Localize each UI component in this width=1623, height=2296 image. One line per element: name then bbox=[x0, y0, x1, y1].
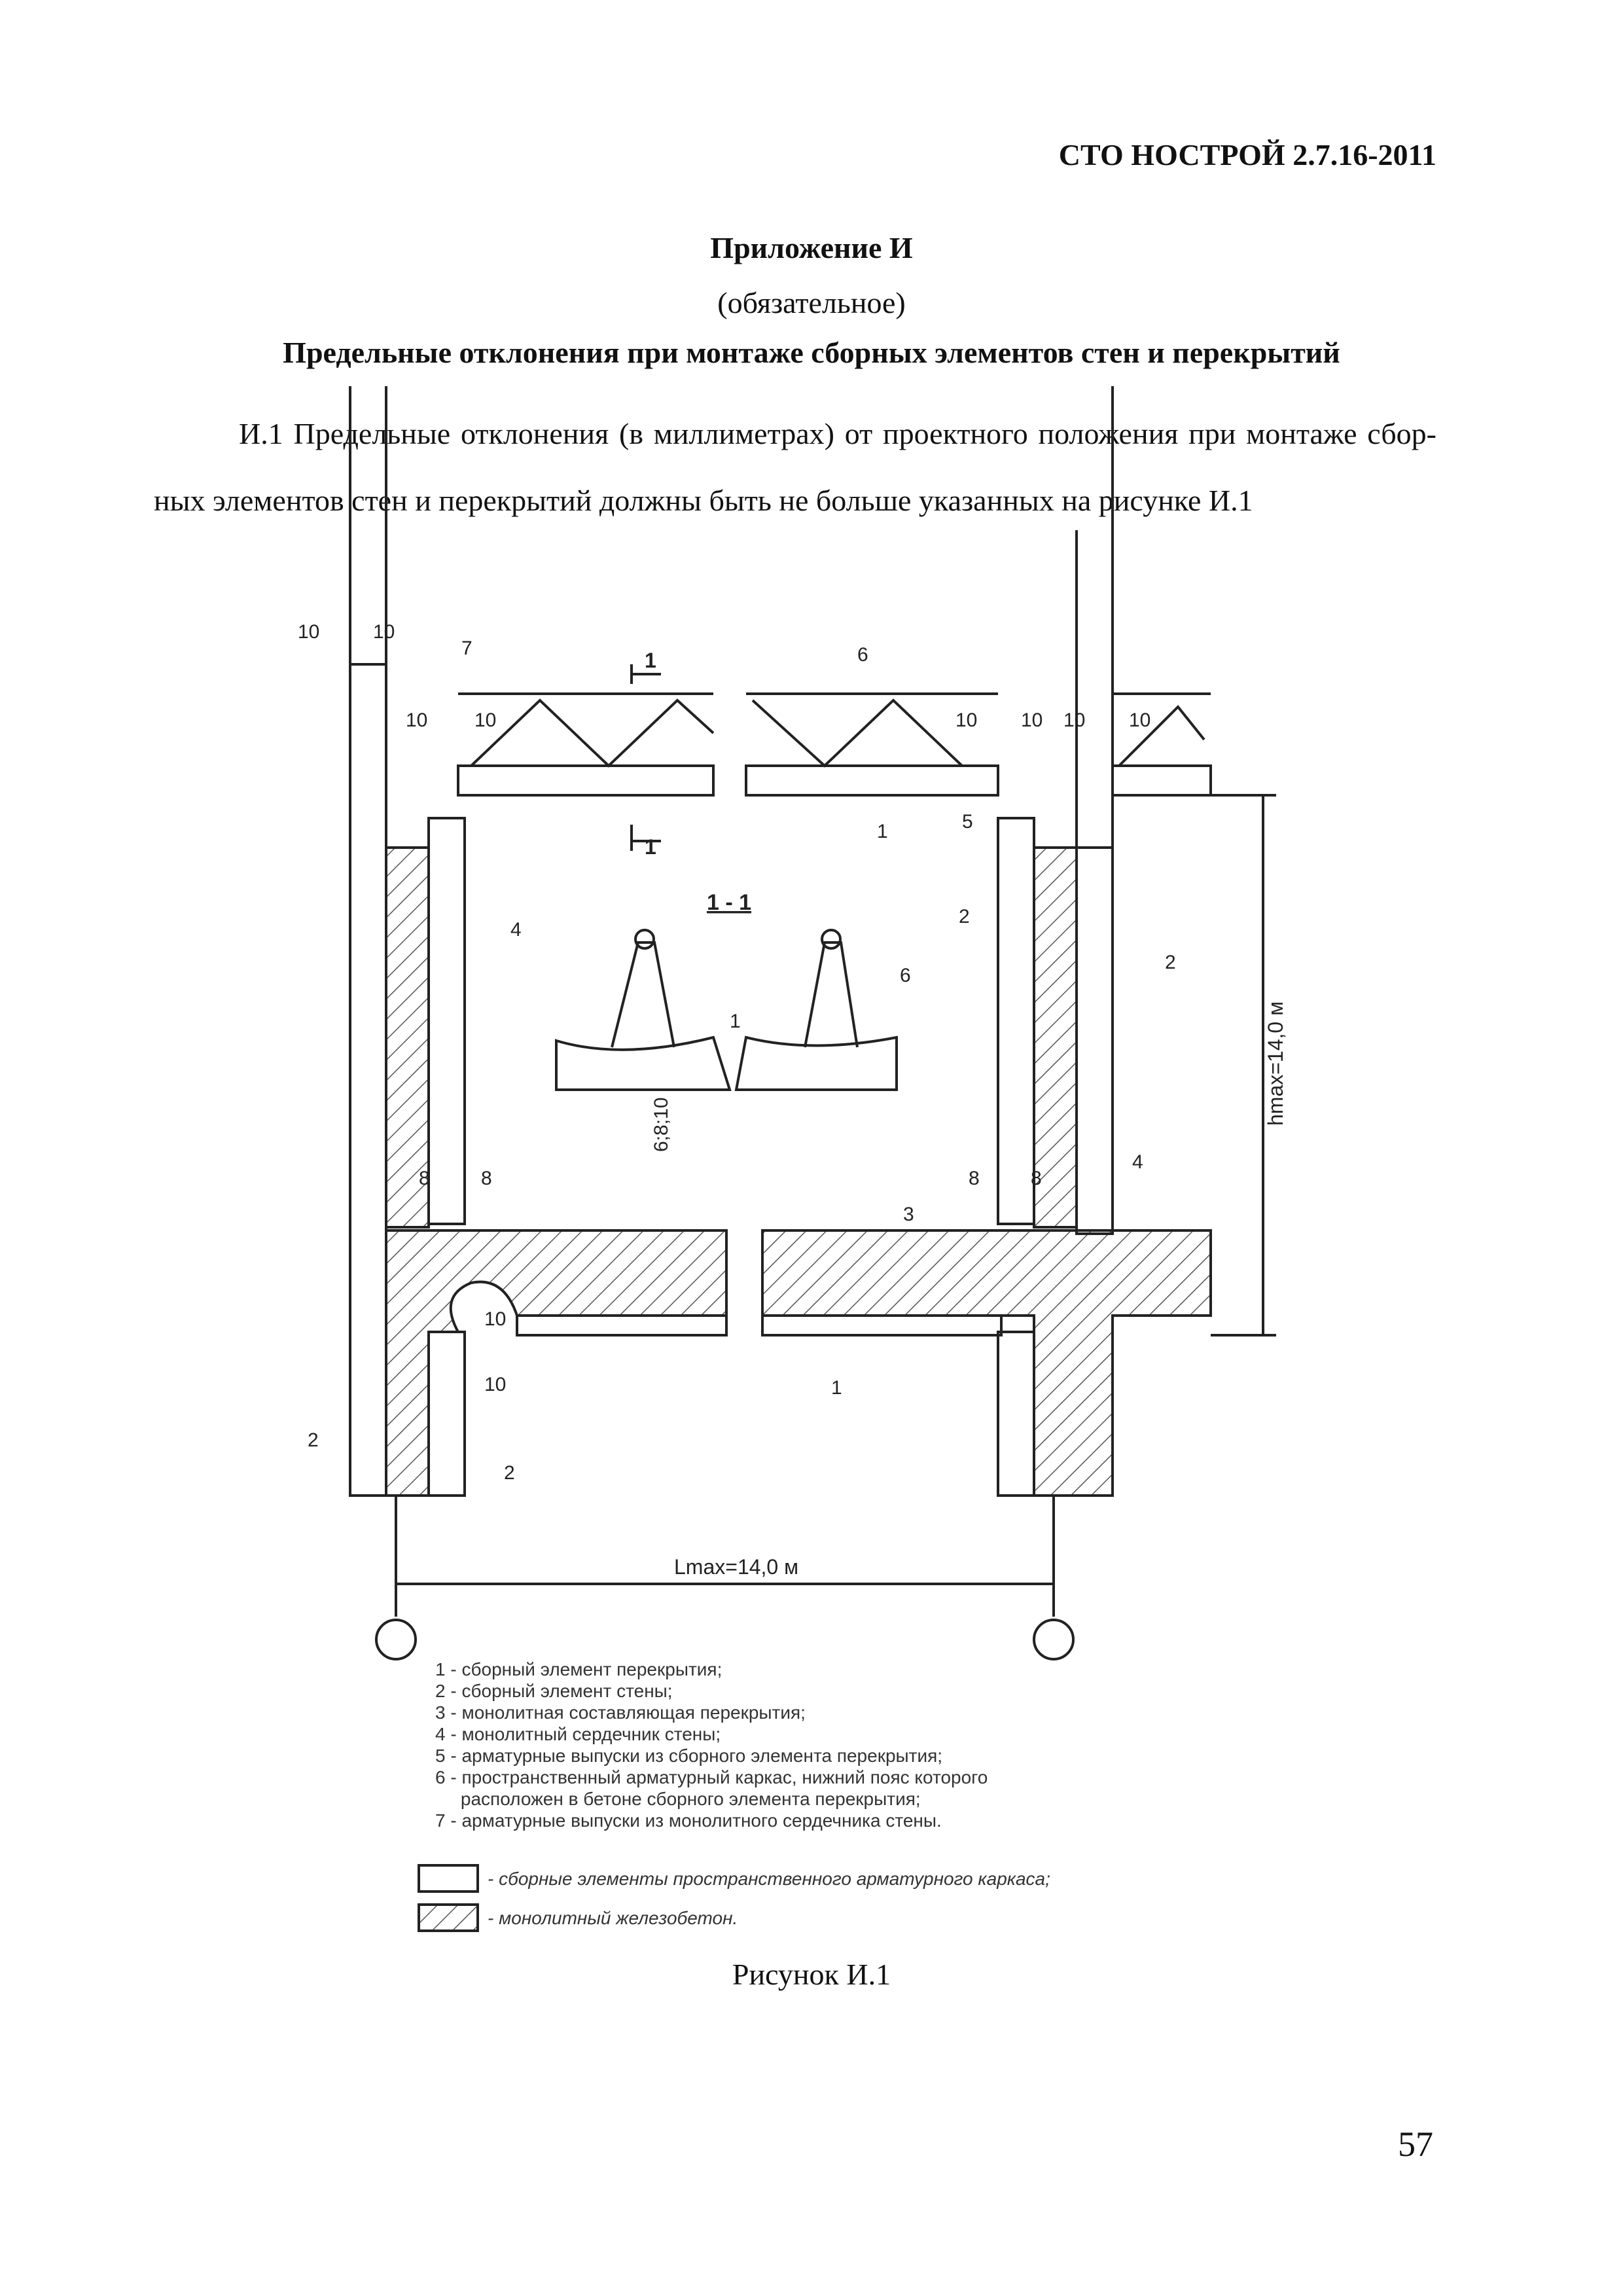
callout-6: 6 bbox=[857, 644, 868, 666]
callout-2: 2 bbox=[959, 906, 970, 927]
axis-marker-left bbox=[376, 1620, 416, 1659]
dim-ten: 10 bbox=[474, 709, 497, 731]
dim-ten: 10 bbox=[484, 1374, 507, 1395]
figure-caption: Рисунок И.1 bbox=[732, 1958, 891, 1991]
document-code: СТО НОСТРОЙ 2.7.16-2011 bbox=[1058, 138, 1436, 171]
key-label-monolithic: - монолитный железобетон. bbox=[488, 1908, 738, 1928]
dim-ten: 10 bbox=[298, 621, 320, 643]
right-monolithic-core bbox=[762, 848, 1211, 1496]
key-swatch-monolithic bbox=[419, 1905, 478, 1931]
legend-item: 2 - сборный элемент стены; bbox=[435, 1681, 673, 1701]
callout-4: 4 bbox=[510, 919, 522, 941]
legend-item: 5 - арматурные выпуски из сборного элемента перекрытия; bbox=[435, 1746, 943, 1766]
callout-4: 4 bbox=[1132, 1151, 1143, 1173]
key-label-precast: - сборные элементы пространственного арматурного каркаса; bbox=[488, 1869, 1050, 1889]
appendix-status: (обязательное) bbox=[717, 286, 906, 319]
section-label: 1 - 1 bbox=[707, 890, 752, 915]
legend-item: 6 - пространственный арматурный каркас, нижний пояс которого bbox=[435, 1767, 988, 1787]
callout-3: 3 bbox=[903, 1204, 914, 1225]
page-number: 57 bbox=[1398, 2125, 1433, 2164]
appendix-title: Приложение И bbox=[710, 231, 913, 264]
appendix-heading: Предельные отклонения при монтаже сборных элементов стен и перекрытий bbox=[283, 336, 1340, 369]
callout-2: 2 bbox=[1165, 952, 1176, 973]
callout-6: 6 bbox=[900, 965, 911, 986]
dim-ten: 10 bbox=[406, 709, 428, 731]
callout-7: 7 bbox=[461, 637, 473, 659]
dim-ten: 10 bbox=[484, 1308, 507, 1330]
callout-1: 1 bbox=[877, 821, 888, 842]
section-marks bbox=[632, 664, 661, 851]
key-swatch-precast bbox=[419, 1865, 478, 1892]
left-monolithic-core bbox=[386, 848, 726, 1496]
callout-2: 2 bbox=[504, 1462, 515, 1484]
dim-eight: 8 bbox=[419, 1168, 430, 1189]
dim-lmax: Lmax=14,0 м bbox=[674, 1555, 799, 1579]
dim-ten: 10 bbox=[955, 709, 978, 731]
dim-ten: 10 bbox=[1129, 709, 1151, 731]
dim-hmax: hmax=14,0 м bbox=[1264, 1001, 1287, 1126]
legend-item: 7 - арматурные выпуски из монолитного сердечника стены. bbox=[435, 1810, 942, 1831]
callout-1: 1 bbox=[730, 1011, 741, 1032]
legend-item: 4 - монолитный сердечник стены; bbox=[435, 1724, 721, 1744]
section-mark-top: 1 bbox=[645, 649, 656, 672]
paragraph-line-1: И.1 Предельные отклонения (в миллиметрах) от проектного положения при монтаже сбор- bbox=[239, 417, 1436, 450]
dim-eight: 8 bbox=[1031, 1168, 1042, 1189]
callout-5: 5 bbox=[962, 811, 973, 833]
legend-item: 3 - монолитная составляющая перекрытия; bbox=[435, 1702, 806, 1723]
dim-eight: 8 bbox=[481, 1168, 492, 1189]
callout-2: 2 bbox=[308, 1429, 319, 1451]
callout-1: 1 bbox=[831, 1377, 842, 1399]
paragraph-line-2: ных элементов стен и перекрытий должны быть не больше указанных на рисунке И.1 bbox=[154, 484, 1253, 517]
dim-floor: 6;8;10 bbox=[651, 1097, 672, 1152]
dim-ten: 10 bbox=[1021, 709, 1043, 731]
section-1-1-detail bbox=[556, 930, 897, 1090]
axis-marker-right bbox=[1034, 1620, 1073, 1659]
dim-ten: 10 bbox=[373, 621, 395, 643]
legend-item: 1 - сборный элемент перекрытия; bbox=[435, 1659, 722, 1679]
section-mark-bottom: 1 bbox=[645, 835, 656, 859]
dim-eight: 8 bbox=[969, 1168, 980, 1189]
dim-ten: 10 bbox=[1063, 709, 1086, 731]
space-truss-left bbox=[458, 694, 713, 766]
legend-item: расположен в бетоне сборного элемента перекрытия; bbox=[435, 1789, 921, 1809]
